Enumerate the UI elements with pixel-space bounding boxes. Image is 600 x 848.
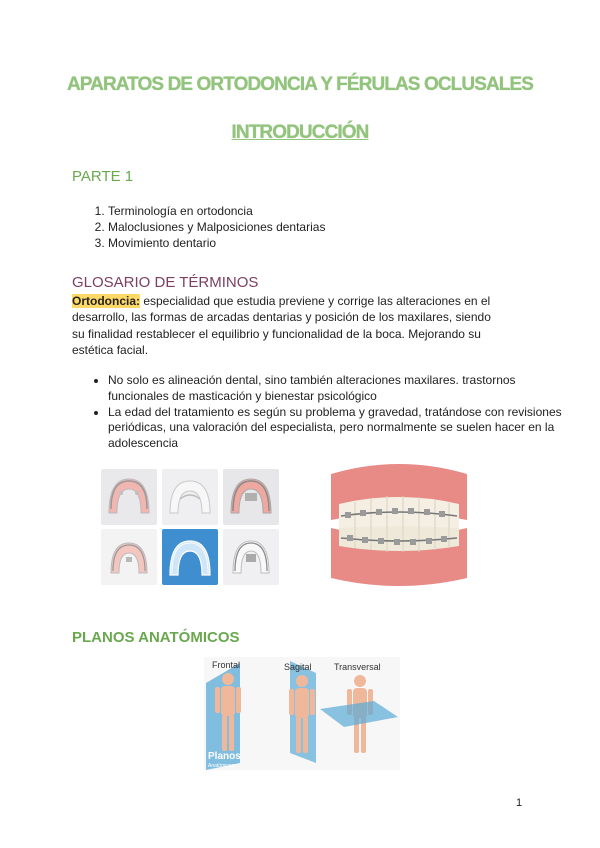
section-title-introduccion: INTRODUCCIÓN [231,122,369,143]
caption-anatomicos: Anatómicos [208,763,235,769]
list-item: • No solo es alineación dental, sino también alteraciones maxilares. trastornos funcionales de masticación y bienestar psicológico [108,373,568,405]
label-frontal: Frontal [212,660,241,670]
appliance-photo [223,529,279,585]
appliances-photo-grid [101,469,278,586]
list-item: • La edad del tratamiento es según su problema y gravedad, tratándose con revisiones periódicas, una valoración del especialista, pero normalmente se suelen hacer en la adolescencia [108,405,568,452]
label-transversal: Transversal [334,662,381,672]
list-item: 1. Terminología en ortodoncia [108,203,325,219]
anatomical-planes-figure [204,657,400,770]
heading-glosario: GLOSARIO DE TÉRMINOS [72,274,259,291]
appliance-photo [162,529,218,585]
parte-1-list [72,203,325,251]
heading-planos-anatomicos: PLANOS ANATÓMICOS [72,629,240,646]
glosario-bullets [72,373,568,452]
label-sagital: Sagital [284,662,312,672]
caption-planos: Planos [208,751,241,762]
braces-photo [325,460,473,588]
page-number: 1 [516,797,523,809]
appliance-photo [223,469,279,525]
appliance-photo [101,529,157,585]
term-ortodoncia: Ortodoncia: [72,294,140,308]
appliance-photo [101,469,157,525]
definition-text: especialidad que estudia previene y corrige las alteraciones en el desarrollo, las formas de arcadas dentarias y posición de los maxilares, siendo su finalidad restablecer el equilibrio y funcionalidad de la boca. Mejorando su estética facial. [72,294,491,357]
appliance-photo [162,469,218,525]
list-item: 3. Movimiento dentario [108,235,325,251]
heading-parte-1: PARTE 1 [72,168,134,185]
definition-paragraph [72,293,502,358]
list-item: 2. Maloclusiones y Malposiciones dentarias [108,219,325,235]
document-title: APARATOS DE ORTODONCIA Y FÉRULAS OCLUSALES [66,74,534,95]
